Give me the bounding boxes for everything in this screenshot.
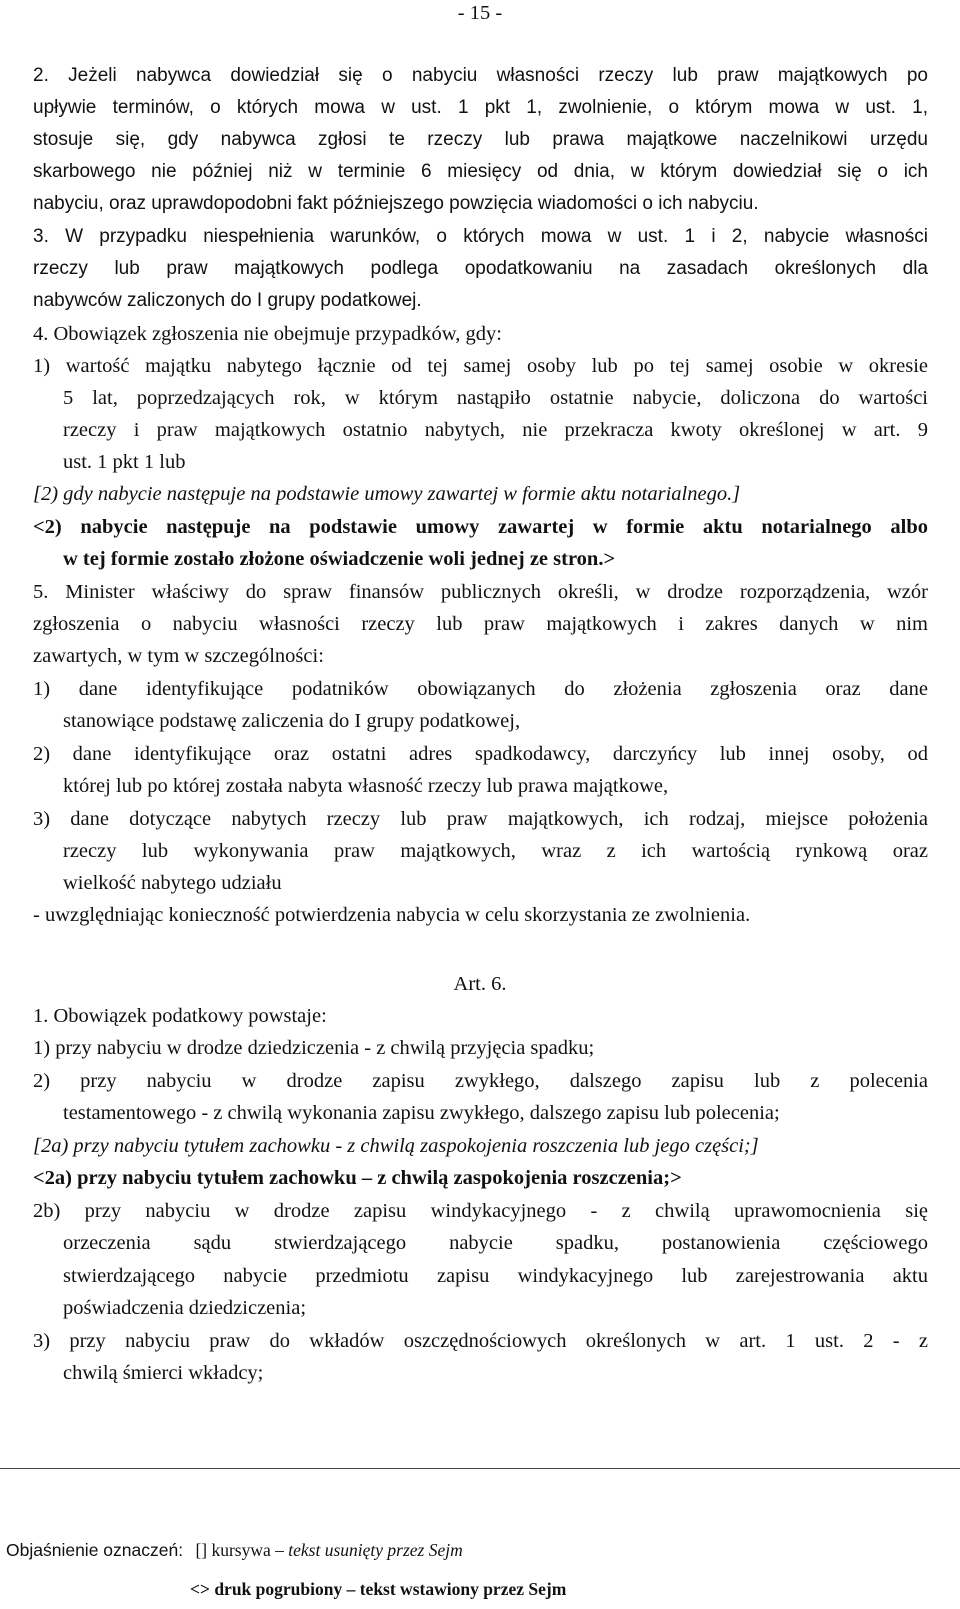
list-item: 3) przy nabyciu praw do wkładów oszczędnościowych określonych w art. 1 ust. 2 - z: [33, 1330, 928, 1352]
list-item: 1) przy nabyciu w drodze dziedziczenia - z chwilą przyjęcia spadku;: [33, 1037, 595, 1059]
list-item-continuation: stwierdzającego nabycie przedmiotu zapisu windykacyjnego lub zarejestrowania aktu: [63, 1265, 928, 1287]
footer-legend-label: Objaśnienie oznaczeń:: [6, 1540, 184, 1560]
paragraph-line: stosuje się, gdy nabywca zgłosi te rzeczy lub prawa majątkowe naczelnikowi urzędu: [33, 129, 928, 150]
inserted-text-line: w tej formie zostało złożone oświadczenie woli jednej ze stron.>: [63, 548, 616, 570]
list-item-continuation: poświadczenia dziedziczenia;: [63, 1297, 307, 1319]
list-item-continuation: rzeczy lub wykonywania praw majątkowych, wraz z ich wartością rynkową oraz: [63, 840, 928, 862]
inserted-text-line: <2a) przy nabyciu tytułem zachowku – z chwilą zaspokojenia roszczenia;>: [33, 1167, 682, 1189]
list-item: 1) dane identyfikujące podatników obowiązanych do złożenia zgłoszenia oraz dane: [33, 678, 928, 700]
deleted-text-line: [2a) przy nabyciu tytułem zachowku - z chwilą zaspokojenia roszczenia lub jego części;]: [33, 1135, 759, 1157]
list-item-continuation: wielkość nabytego udziału: [63, 872, 282, 894]
article-heading: Art. 6.: [453, 973, 507, 995]
paragraph-line: zawartych, w tym w szczególności:: [33, 645, 324, 667]
footer-bold-legend: <> druk pogrubiony – tekst wstawiony przez Sejm: [190, 1579, 567, 1599]
footer-divider: [0, 1468, 960, 1469]
paragraph-line: 1. Obowiązek podatkowy powstaje:: [33, 1005, 327, 1027]
footer-legend-row: [6, 1538, 463, 1562]
paragraph-line: skarbowego nie później niż w terminie 6 miesięcy od dnia, w którym dowiedział się o ich: [33, 161, 928, 182]
paragraph-line: 2. Jeżeli nabywca dowiedział się o nabyciu własności rzeczy lub praw majątkowych po: [33, 65, 928, 86]
paragraph-line: upływie terminów, o których mowa w ust. 1 pkt 1, zwolnienie, o którym mowa w ust. 1,: [33, 97, 928, 118]
footer-italic-description: – tekst usunięty przez Sejm: [275, 1540, 463, 1560]
deleted-text-line: [2) gdy nabycie następuje na podstawie umowy zawartej w formie aktu notarialnego.]: [33, 483, 741, 505]
list-item-continuation: stanowiące podstawę zaliczenia do I grupy podatkowej,: [63, 710, 521, 732]
paragraph-line: zgłoszenia o nabyciu własności rzeczy lub praw majątkowych i zakres danych w nim: [33, 613, 928, 635]
list-item-continuation: 5 lat, poprzedzających rok, w którym nastąpiło ostatnie nabycie, doliczona do wartości: [63, 387, 928, 409]
page-number: - 15 -: [457, 2, 503, 24]
inserted-text-line: <2) nabycie następuje na podstawie umowy zawartej w formie aktu notarialnego albo: [33, 516, 928, 538]
paragraph-line: - uwzględniając konieczność potwierdzenia nabycia w celu skorzystania ze zwolnienia.: [33, 904, 751, 926]
footer-italic-marker: [] kursywa: [195, 1540, 271, 1560]
list-item-continuation: ust. 1 pkt 1 lub: [63, 451, 186, 473]
list-item: 2) dane identyfikujące oraz ostatni adres spadkodawcy, darczyńcy lub innej osoby, od: [33, 743, 928, 765]
paragraph-line: 4. Obowiązek zgłoszenia nie obejmuje przypadków, gdy:: [33, 323, 502, 345]
paragraph-line: 5. Minister właściwy do spraw finansów publicznych określi, w drodze rozporządzenia, wzór: [33, 581, 928, 603]
paragraph-line: nabyciu, oraz uprawdopodobni fakt późniejszego powzięcia wiadomości o ich nabyciu.: [33, 193, 759, 214]
list-item-continuation: orzeczenia sądu stwierdzającego nabycie spadku, postanowienia częściowego: [63, 1232, 928, 1254]
list-item: 2b) przy nabyciu w drodze zapisu windykacyjnego - z chwilą uprawomocnienia się: [33, 1200, 928, 1222]
list-item-continuation: której lub po której została nabyta własność rzeczy lub prawa majątkowe,: [63, 775, 669, 797]
list-item-continuation: chwilą śmierci wkładcy;: [63, 1362, 264, 1384]
list-item: 1) wartość majątku nabytego łącznie od tej samej osoby lub po tej samej osobie w okresie: [33, 355, 928, 377]
list-item-continuation: testamentowego - z chwilą wykonania zapisu zwykłego, dalszego zapisu lub polecenia;: [63, 1102, 780, 1124]
paragraph-line: nabywców zaliczonych do I grupy podatkowej.: [33, 290, 422, 311]
list-item: 3) dane dotyczące nabytych rzeczy lub praw majątkowych, ich rodzaj, miejsce położenia: [33, 808, 928, 830]
paragraph-line: rzeczy lub praw majątkowych podlega opodatkowaniu na zasadach określonych dla: [33, 258, 928, 279]
list-item: 2) przy nabyciu w drodze zapisu zwykłego, dalszego zapisu lub z polecenia: [33, 1070, 928, 1092]
paragraph-line: 3. W przypadku niespełnienia warunków, o których mowa w ust. 1 i 2, nabycie własności: [33, 226, 928, 247]
list-item-continuation: rzeczy i praw majątkowych ostatnio nabytych, nie przekracza kwoty określonej w art. 9: [63, 419, 928, 441]
